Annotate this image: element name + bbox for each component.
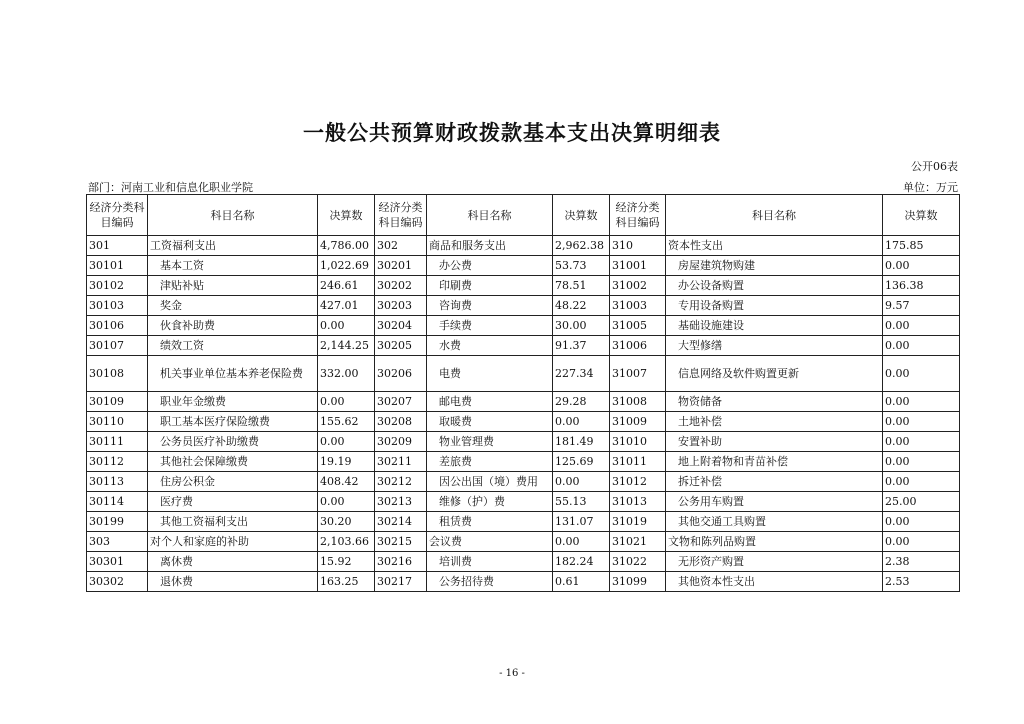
cell-name: 无形资产购置 bbox=[666, 552, 883, 572]
cell-name: 其他交通工具购置 bbox=[666, 512, 883, 532]
cell-amount: 2,962.38 bbox=[553, 236, 610, 256]
cell-name: 物业管理费 bbox=[427, 432, 553, 452]
cell-amount: 0.00 bbox=[318, 432, 375, 452]
table-row bbox=[87, 512, 960, 532]
cell-amount: 19.19 bbox=[318, 452, 375, 472]
table-row bbox=[87, 392, 960, 412]
cell-name: 其他工资福利支出 bbox=[148, 512, 318, 532]
table-row bbox=[87, 472, 960, 492]
table-row bbox=[87, 356, 960, 392]
cell-code: 30207 bbox=[375, 392, 427, 412]
table-row bbox=[87, 296, 960, 316]
cell-code: 30106 bbox=[87, 316, 148, 336]
cell-amount: 175.85 bbox=[883, 236, 960, 256]
cell-name: 公务招待费 bbox=[427, 572, 553, 592]
cell-code: 31009 bbox=[610, 412, 666, 432]
cell-code: 30109 bbox=[87, 392, 148, 412]
cell-amount: 0.00 bbox=[883, 532, 960, 552]
table-row bbox=[87, 316, 960, 336]
cell-amount: 30.20 bbox=[318, 512, 375, 532]
cell-amount: 408.42 bbox=[318, 472, 375, 492]
cell-name: 专用设备购置 bbox=[666, 296, 883, 316]
cell-code: 31007 bbox=[610, 356, 666, 392]
document-title: 一般公共预算财政拨款基本支出决算明细表 bbox=[303, 120, 721, 145]
cell-amount: 0.00 bbox=[553, 532, 610, 552]
cell-amount: 0.00 bbox=[553, 412, 610, 432]
table-row bbox=[87, 256, 960, 276]
cell-code: 30101 bbox=[87, 256, 148, 276]
cell-amount: 91.37 bbox=[553, 336, 610, 356]
cell-name: 取暖费 bbox=[427, 412, 553, 432]
cell-amount: 0.00 bbox=[318, 316, 375, 336]
cell-amount: 29.28 bbox=[553, 392, 610, 412]
cell-code: 30201 bbox=[375, 256, 427, 276]
cell-code: 31012 bbox=[610, 472, 666, 492]
cell-name: 因公出国（境）费用 bbox=[427, 472, 553, 492]
cell-amount: 0.61 bbox=[553, 572, 610, 592]
cell-amount: 2,103.66 bbox=[318, 532, 375, 552]
cell-name: 离休费 bbox=[148, 552, 318, 572]
cell-name: 津贴补贴 bbox=[148, 276, 318, 296]
cell-code: 30110 bbox=[87, 412, 148, 432]
cell-name: 差旅费 bbox=[427, 452, 553, 472]
cell-name: 资本性支出 bbox=[666, 236, 883, 256]
cell-name: 公务员医疗补助缴费 bbox=[148, 432, 318, 452]
cell-code: 31019 bbox=[610, 512, 666, 532]
cell-name: 伙食补助费 bbox=[148, 316, 318, 336]
cell-name: 土地补偿 bbox=[666, 412, 883, 432]
form-code: 公开06表 bbox=[911, 160, 958, 173]
cell-amount: 0.00 bbox=[318, 392, 375, 412]
cell-name: 工资福利支出 bbox=[148, 236, 318, 256]
cell-code: 30107 bbox=[87, 336, 148, 356]
cell-name: 其他资本性支出 bbox=[666, 572, 883, 592]
table-row bbox=[87, 552, 960, 572]
cell-name: 信息网络及软件购置更新 bbox=[666, 356, 883, 392]
cell-name: 文物和陈列品购置 bbox=[666, 532, 883, 552]
cell-amount: 53.73 bbox=[553, 256, 610, 276]
cell-amount: 1,022.69 bbox=[318, 256, 375, 276]
cell-code: 30217 bbox=[375, 572, 427, 592]
cell-amount: 25.00 bbox=[883, 492, 960, 512]
cell-amount: 246.61 bbox=[318, 276, 375, 296]
cell-code: 301 bbox=[87, 236, 148, 256]
cell-code: 30209 bbox=[375, 432, 427, 452]
cell-amount: 227.34 bbox=[553, 356, 610, 392]
cell-name: 安置补助 bbox=[666, 432, 883, 452]
cell-code: 31011 bbox=[610, 452, 666, 472]
header-code-1: 经济分类科目编码 bbox=[87, 195, 148, 236]
cell-amount: 163.25 bbox=[318, 572, 375, 592]
cell-code: 31002 bbox=[610, 276, 666, 296]
cell-amount: 0.00 bbox=[883, 412, 960, 432]
cell-name: 奖金 bbox=[148, 296, 318, 316]
cell-amount: 15.92 bbox=[318, 552, 375, 572]
cell-name: 拆迁补偿 bbox=[666, 472, 883, 492]
table-body bbox=[87, 236, 960, 592]
cell-name: 对个人和家庭的补助 bbox=[148, 532, 318, 552]
cell-amount: 55.13 bbox=[553, 492, 610, 512]
cell-amount: 2.53 bbox=[883, 572, 960, 592]
cell-code: 30215 bbox=[375, 532, 427, 552]
cell-amount: 332.00 bbox=[318, 356, 375, 392]
cell-name: 电费 bbox=[427, 356, 553, 392]
cell-code: 31008 bbox=[610, 392, 666, 412]
cell-amount: 0.00 bbox=[883, 256, 960, 276]
cell-amount: 125.69 bbox=[553, 452, 610, 472]
cell-code: 30301 bbox=[87, 552, 148, 572]
cell-amount: 30.00 bbox=[553, 316, 610, 336]
cell-code: 30113 bbox=[87, 472, 148, 492]
cell-amount: 4,786.00 bbox=[318, 236, 375, 256]
cell-code: 30205 bbox=[375, 336, 427, 356]
cell-name: 培训费 bbox=[427, 552, 553, 572]
cell-amount: 48.22 bbox=[553, 296, 610, 316]
cell-name: 退休费 bbox=[148, 572, 318, 592]
table-header-row bbox=[87, 195, 960, 236]
unit-label: 单位：万元 bbox=[903, 181, 958, 194]
table-row bbox=[87, 336, 960, 356]
cell-code: 30102 bbox=[87, 276, 148, 296]
cell-amount: 0.00 bbox=[883, 336, 960, 356]
cell-name: 住房公积金 bbox=[148, 472, 318, 492]
cell-code: 30208 bbox=[375, 412, 427, 432]
cell-code: 31005 bbox=[610, 316, 666, 336]
cell-code: 30216 bbox=[375, 552, 427, 572]
cell-amount: 0.00 bbox=[318, 492, 375, 512]
cell-name: 基础设施建设 bbox=[666, 316, 883, 336]
cell-code: 31003 bbox=[610, 296, 666, 316]
cell-name: 维修（护）费 bbox=[427, 492, 553, 512]
cell-code: 31010 bbox=[610, 432, 666, 452]
table-row bbox=[87, 236, 960, 256]
cell-amount: 131.07 bbox=[553, 512, 610, 532]
cell-code: 30302 bbox=[87, 572, 148, 592]
header-amount-1: 决算数 bbox=[318, 195, 375, 236]
cell-code: 30211 bbox=[375, 452, 427, 472]
table-row bbox=[87, 432, 960, 452]
cell-name: 地上附着物和青苗补偿 bbox=[666, 452, 883, 472]
cell-code: 30202 bbox=[375, 276, 427, 296]
table-row bbox=[87, 276, 960, 296]
cell-code: 310 bbox=[610, 236, 666, 256]
cell-code: 30214 bbox=[375, 512, 427, 532]
page-number: - 16 - bbox=[499, 668, 525, 679]
cell-amount: 0.00 bbox=[883, 472, 960, 492]
cell-code: 30111 bbox=[87, 432, 148, 452]
cell-code: 31006 bbox=[610, 336, 666, 356]
cell-code: 31021 bbox=[610, 532, 666, 552]
table-row bbox=[87, 452, 960, 472]
header-amount-2: 决算数 bbox=[553, 195, 610, 236]
cell-name: 机关事业单位基本养老保险费 bbox=[148, 356, 318, 392]
cell-amount: 9.57 bbox=[883, 296, 960, 316]
cell-amount: 0.00 bbox=[883, 356, 960, 392]
cell-name: 商品和服务支出 bbox=[427, 236, 553, 256]
cell-code: 31099 bbox=[610, 572, 666, 592]
cell-name: 水费 bbox=[427, 336, 553, 356]
header-amount-3: 决算数 bbox=[883, 195, 960, 236]
cell-name: 绩效工资 bbox=[148, 336, 318, 356]
cell-code: 30112 bbox=[87, 452, 148, 472]
cell-code: 31001 bbox=[610, 256, 666, 276]
cell-amount: 0.00 bbox=[883, 452, 960, 472]
cell-amount: 181.49 bbox=[553, 432, 610, 452]
table-row bbox=[87, 412, 960, 432]
cell-amount: 182.24 bbox=[553, 552, 610, 572]
cell-amount: 0.00 bbox=[883, 392, 960, 412]
cell-name: 物资储备 bbox=[666, 392, 883, 412]
cell-code: 31013 bbox=[610, 492, 666, 512]
cell-name: 印刷费 bbox=[427, 276, 553, 296]
cell-amount: 78.51 bbox=[553, 276, 610, 296]
cell-amount: 427.01 bbox=[318, 296, 375, 316]
cell-code: 30108 bbox=[87, 356, 148, 392]
header-name-3: 科目名称 bbox=[666, 195, 883, 236]
header-name-1: 科目名称 bbox=[148, 195, 318, 236]
cell-amount: 0.00 bbox=[553, 472, 610, 492]
cell-name: 邮电费 bbox=[427, 392, 553, 412]
cell-code: 303 bbox=[87, 532, 148, 552]
cell-name: 职业年金缴费 bbox=[148, 392, 318, 412]
cell-code: 30199 bbox=[87, 512, 148, 532]
cell-amount: 0.00 bbox=[883, 316, 960, 336]
cell-name: 公务用车购置 bbox=[666, 492, 883, 512]
cell-code: 31022 bbox=[610, 552, 666, 572]
cell-amount: 0.00 bbox=[883, 432, 960, 452]
cell-name: 咨询费 bbox=[427, 296, 553, 316]
header-code-3: 经济分类科目编码 bbox=[610, 195, 666, 236]
cell-name: 租赁费 bbox=[427, 512, 553, 532]
table-row bbox=[87, 532, 960, 552]
cell-name: 职工基本医疗保险缴费 bbox=[148, 412, 318, 432]
cell-amount: 136.38 bbox=[883, 276, 960, 296]
cell-amount: 0.00 bbox=[883, 512, 960, 532]
cell-code: 30213 bbox=[375, 492, 427, 512]
cell-name: 基本工资 bbox=[148, 256, 318, 276]
cell-code: 30212 bbox=[375, 472, 427, 492]
cell-amount: 155.62 bbox=[318, 412, 375, 432]
cell-amount: 2.38 bbox=[883, 552, 960, 572]
header-name-2: 科目名称 bbox=[427, 195, 553, 236]
cell-name: 大型修缮 bbox=[666, 336, 883, 356]
cell-code: 30206 bbox=[375, 356, 427, 392]
header-code-2: 经济分类科目编码 bbox=[375, 195, 427, 236]
cell-name: 房屋建筑物购建 bbox=[666, 256, 883, 276]
table-row bbox=[87, 572, 960, 592]
cell-name: 其他社会保障缴费 bbox=[148, 452, 318, 472]
expenditure-table bbox=[86, 194, 960, 592]
cell-code: 30103 bbox=[87, 296, 148, 316]
cell-code: 302 bbox=[375, 236, 427, 256]
cell-name: 手续费 bbox=[427, 316, 553, 336]
department-label: 部门：河南工业和信息化职业学院 bbox=[88, 181, 253, 194]
cell-code: 30203 bbox=[375, 296, 427, 316]
cell-name: 会议费 bbox=[427, 532, 553, 552]
table-row bbox=[87, 492, 960, 512]
cell-code: 30114 bbox=[87, 492, 148, 512]
cell-amount: 2,144.25 bbox=[318, 336, 375, 356]
cell-name: 办公费 bbox=[427, 256, 553, 276]
cell-code: 30204 bbox=[375, 316, 427, 336]
cell-name: 办公设备购置 bbox=[666, 276, 883, 296]
cell-name: 医疗费 bbox=[148, 492, 318, 512]
